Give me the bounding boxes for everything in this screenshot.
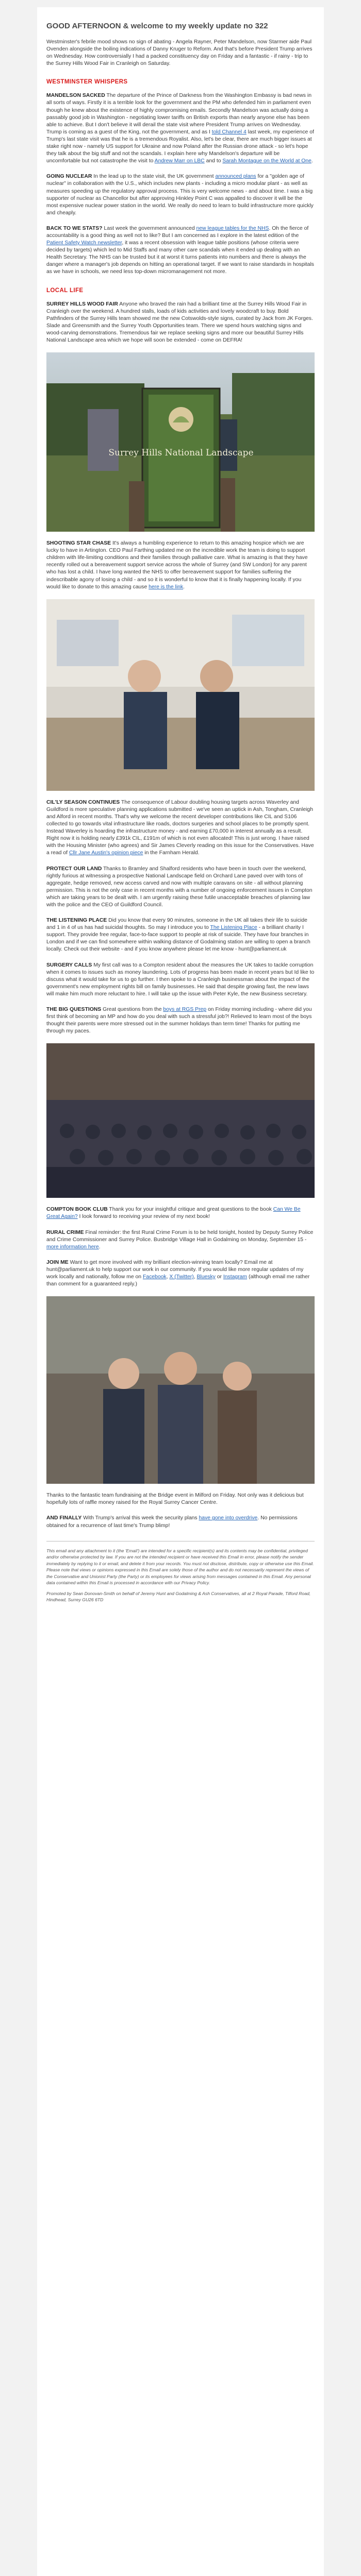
nuclear-mid: for a "golden age of nuclear" in collaboration with the U.S., which includes new plants - including a micro modular plant - as well as measures speeding up the regulatory approval process. This is very welcome news - and about time. I was a big supporter of nuclear as Chancellor but after approving Hinkley Point C was appalled to discover it will be the most expensive nuclear power station in the world. We really do need to learn to build infrastructure more quickly and cheaply.: [46, 174, 314, 216]
email-container: [37, 7, 324, 2576]
finally-end: . No permissions obtained for a recurrence of last time's Trump blimp!: [46, 1515, 298, 1529]
promoted-by: Promoted by Sean Donovan-Smith on behalf of Jeremy Hunt and Godalming & Ash Conservatives, all at 2 Royal Parade, Tilford Road, Hindhead, Surrey GU26 6TD: [46, 1590, 311, 1603]
woodfair-paragraph: [46, 301, 315, 345]
join-sep2: ,: [193, 1274, 197, 1280]
join-sep3: or: [215, 1274, 223, 1280]
mandelson-text: The departure of the Prince of Darkness from the Washington Embassy is bad news in all sorts of ways. Firstly it is a terrible look for the government and the PM who defended him in parliament even though he knew about the existence of highly compromising emails. Secondly Mandelson was actually doing a passably good job in Washington - negotiating lower tariffs on British exports than nearly anyone else has been able to achieve. But I don't believe it will derail the state visit where President Trump arrives on Wednesday. Trump is coming as a guest of the King, not the government, and as I: [46, 93, 311, 135]
fundraiser-photo: [46, 1296, 315, 1484]
star-chase-lead: SHOOTING STAR CHASE: [46, 540, 111, 547]
star-chase-text: It's always a humbling experience to return to this amazing hospice which we are lucky to have in Artington. CEO Paul Farthing updated me on the incredible work the team is doing to support children with life-limiting conditions and their families through palliative care. What is amazing is that they have recently rolled out a bereavement support service across the whole of Surrey (and SW London) for any parent who has lost a child. I have long wanted the NHS to offer bereavement support for families suffering the indescribable agony of losing a child - and so it is wonderful to know that it is finally happening locally. If you would like to donate to this amazing cause: [46, 540, 308, 590]
nhs-league-tables-link[interactable]: new league tables for the NHS: [196, 225, 269, 231]
compton-lead: COMPTON BOOK CLUB: [46, 1207, 108, 1213]
cil-text: The consequence of Labour doubling housing targets across Waverley and Guildford is more speculative planning applications submitted - we've seen an uptick in Ash, Tongham, Cranleigh and Alford in recent months. That's why we welcome the recent developer contributions like CIL and S106 collected to go towards vital infrastructure like roads, doctors surgeries and school places to be promptly spent. Instead Waverley is hoarding the infrastructure money - and earning £70,000 in interest annually as a result. Right now it is holding nearly £391k CIL, £191m of which is not even allocated! This is just wrong. I have raised with the Housing Minister (who agrees) and Sir James Cleverly reading on this issue for the Conservatives. Have a read of: [46, 799, 314, 856]
rural-crime-text: Final reminder: the first Rural Crime Forum is to be held tonight, hosted by Deputy Surrey Police and Crime Commissioner and Surrey Police. Busbridge Village Hall in Godalming on Monday, September 15 -: [46, 1229, 314, 1243]
join-paragraph: [46, 1259, 315, 1288]
join-sep1: ,: [166, 1274, 170, 1280]
fundraiser-photo-image: [46, 1296, 315, 1484]
cil-lead: CIL'LY SEASON CONTINUES: [46, 799, 120, 805]
our-land-text: Thanks to Bramley and Shalford residents who have been in touch over the weekend, rightly furious at witnessing a prospective National Landscape field on Orchard Lane paved over with tons of aggregate, hedge removed, new access carved and now with multiple caravans on site - all without planning permission. This is not the only case in recent months with a number of ongoing enforcement issues in Compton which are taking years to be dealt with. I am urgently raising these futile unacceptable breaches of planning law with the police and the CEO of Guildford Council.: [46, 866, 313, 908]
hospice-photo: [46, 599, 315, 791]
join-text: Want to get more involved with my brilliant election-winning team locally? Email me at hunt@parliament.uk to help support our work in our community. If you would like more regular updates of my work locally and nationally, follow me on: [46, 1259, 304, 1280]
listening-lead: THE LISTENING PLACE: [46, 918, 107, 924]
listening-paragraph: [46, 917, 315, 953]
questions-text: Great questions from the: [101, 1007, 163, 1012]
marr-lbc-link[interactable]: Andrew Marr on LBC: [154, 158, 205, 164]
rgs-prep-link[interactable]: boys at RGS Prep: [163, 1007, 207, 1012]
hospice-photo-image: [46, 599, 315, 791]
channel4-link[interactable]: told Channel 4: [211, 129, 247, 135]
nhs-mid: . Oh the fierce of accountability is a good thing as well not to like? But I am concerned as I explore in the latest edition of the: [46, 225, 309, 239]
join-end: (although email me rather than comment for a guaranteed reply.): [46, 1274, 310, 1287]
nhs-text: Last week the government announced: [102, 225, 196, 231]
patient-safety-link[interactable]: Patient Safety Watch newsletter: [46, 240, 122, 246]
opinion-piece-link[interactable]: Cllr Jane Austin's opinion piece: [69, 850, 143, 856]
surgery-lead: SURGERY CALLS: [46, 962, 92, 968]
cil-end: in the Farnham Herald.: [143, 850, 200, 856]
overdrive-link[interactable]: have gone into overdrive: [199, 1515, 258, 1521]
our-land-lead: PROTECT OUR LAND: [46, 866, 102, 872]
nhs-end: , it was a recent obsession with league table positions (whose criteria were decided by targets) which led to Mid Staffs and many other care scandals when it ended up dealing with an Health Secretary. The NHS can be trusted but it at worst it turns patients into numbers and there is always the danger where a manager's job depends on hitting an operational target. If we want to raise standards in hospitals as we have in schools, we need less top-down micromanagement not more.: [46, 240, 314, 275]
rural-crime-end: .: [99, 1244, 101, 1250]
facebook-link[interactable]: Facebook: [142, 1274, 167, 1280]
woodfair-photo: [46, 352, 315, 532]
woodfair-photo-image: [46, 352, 315, 532]
finally-text: With Trump's arrival this week the security plans: [81, 1515, 199, 1521]
twitter-link[interactable]: X (Twitter): [169, 1274, 194, 1280]
questions-paragraph: [46, 1006, 315, 1035]
intro-paragraph: Westminster's febrile mood shows no sign of abating - Angela Rayner, Peter Mandelson, now Starmer aide Paul Ovenden alongside the boiling indications of Danny Kruger to Reform. And that's before President Trump arrives on Wednesday. How controversially I had a packed constituency day on Friday and a fantastic - if rainy - trip to the Surrey Hills Wood Fair in Cranleigh on Saturday.: [46, 39, 313, 67]
section-title-westminster: WESTMINSTER WHISPERS: [46, 79, 128, 86]
nhs-paragraph: [46, 225, 315, 276]
star-chase-paragraph: [46, 540, 315, 591]
listening-text: Did you know that every 90 minutes, someone in the UK all takes their life to suicide and 1 in 4 of us has had suicidal thoughts. So may I introduce you to: [46, 918, 307, 931]
world-at-one-link[interactable]: Sarah Montague on the World at One: [222, 158, 311, 164]
mandelson-paragraph: [46, 92, 315, 165]
mandelson-end: .: [311, 158, 313, 164]
bluesky-link[interactable]: Bluesky: [196, 1274, 216, 1280]
donate-link[interactable]: here is the link: [149, 584, 184, 590]
compton-text: Thank you for your insightful critique and great questions to the book: [107, 1207, 273, 1213]
mandelson-mid: last week, my experience of Trump's last state visit was that he is a tremendous Royalist. Also, let's be clear, there are much bigger issues at stake right now - namely US support for Ukraine and now Poland after the Russian drone attack - so let's hope they talk about the big stuff and not the scandals. I explain here why Mandelson's departure will be uncomfortable but not catastrophe the visit to: [46, 129, 314, 164]
questions-end: on Friday morning including - where did you first think of becoming an MP and how do you deal with such a stressful job?! Relieved to learn most of the boys thought their parents were more stressed out in the summer holidays than term time! Thanks for putting me through my paces.: [46, 1007, 312, 1035]
our-land-paragraph: [46, 866, 315, 909]
nhs-lead: BACK TO WE STATS?: [46, 225, 103, 231]
surgery-paragraph: [46, 962, 315, 998]
cil-paragraph: [46, 799, 315, 857]
nuclear-text: In the lead up to the state visit, the UK government: [92, 174, 216, 180]
announced-plans-link[interactable]: announced plans: [215, 174, 256, 180]
school-photo: [46, 1043, 315, 1198]
listening-end: - a brilliant charity I support. They provide free regular, face-to-face support to people at risk of suicide. They have four branches in London and if we can find somewhere within walking distance of Godalming station are willing to open a branch locally. Check out their website - and if you know anywhere please let me know - hunt@parliament.uk: [46, 925, 310, 953]
star-chase-end: .: [183, 584, 185, 590]
rural-crime-paragraph: [46, 1229, 315, 1251]
compton-paragraph: [46, 1206, 315, 1221]
woodfair-lead: SURREY HILLS WOOD FAIR: [46, 301, 118, 307]
sign-caption: Surrey Hills National Landscape: [108, 448, 254, 459]
closing-paragraph: Thanks to the fantastic team fundraising at the Bridge event in Milford on Friday. Not only was it delicious but hopefully lots of raffle money raised for the Royal Surrey Cancer Centre.: [46, 1493, 304, 1506]
book-link[interactable]: Can We Be Great Again?: [46, 1207, 301, 1220]
greeting-headline: GOOD AFTERNOON & welcome to my weekly update no 322: [46, 22, 268, 30]
finally-lead: AND FINALLY: [46, 1515, 82, 1521]
compton-end: I look forward to receiving your review of my next book!: [77, 1214, 210, 1220]
listening-place-link[interactable]: The Listening Place: [210, 925, 257, 931]
join-lead: JOIN ME: [46, 1259, 69, 1265]
mandelson-lead: MANDELSON SACKED: [46, 93, 105, 99]
rural-crime-lead: RURAL CRIME: [46, 1229, 84, 1235]
disclaimer: This email and any attachment to it (the 'Email') are intended for a specific recipient(s) and its contents may be confidential, privileged and/or otherwise protected by law. If you are not the intended recipient or have received this Email in error, please notify the sender immediately by replying to it or email, and delete it from your records. You must not disclose, distribute, copy or otherwise use this Email. Please note that views or opinions expressed in this Email are solely those of the author and do not necessarily represent the views of the Conservative and Unionist Party (the Party) or its employees for views arising from messages contained in this Email. Any personal data contained within this Email is processed in accordance with our Privacy Policy.: [46, 1541, 315, 1586]
mandelson-and: and to: [204, 158, 223, 164]
woodfair-text: Anyone who braved the rain had a brilliant time at the Surrey Hills Wood Fair in Cranleigh over the weekend. A hundred stalls, loads of kids activities and lovely woodcraft to buy. Bold Pathfinders of the Surrey Hills team showed me the new Cotswolds-style signs, curated by Jack from JK Forges. Slade and Greensmith and the Surrey Youth Opportunities team. There we spend hours watching signs and wood-carving demonstrations. Tremendous fair we replace seeking signs and more our beautiful Surrey Hills National Landscape area which we hope will soon be extended - come on DEFRA!: [46, 301, 313, 343]
questions-lead: THE BIG QUESTIONS: [46, 1007, 102, 1012]
more-info-link[interactable]: more information here: [46, 1244, 99, 1250]
school-photo-image: [46, 1043, 315, 1198]
finally-paragraph: [46, 1515, 315, 1529]
surgery-text: My first call was to a Compton resident about the measures the UK takes to tackle corruption when it comes to issues such as money laundering. Lots of progress has been made in recent years but Id like to discuss what it would take for us to go further. I then spoke to a Cranleigh businessman about the impact of the government's new employment rights bill on family businesses. He said that despite growing fast, the new laws will make him much more reluctant to hire. I will take up the issue with Peter Kyle, the new Business secretary.: [46, 962, 315, 997]
nuclear-paragraph: [46, 173, 315, 217]
instagram-link[interactable]: Instagram: [223, 1274, 248, 1280]
nuclear-lead: GOING NUCLEAR: [46, 174, 92, 180]
section-title-local: LOCAL LIFE: [46, 287, 84, 294]
